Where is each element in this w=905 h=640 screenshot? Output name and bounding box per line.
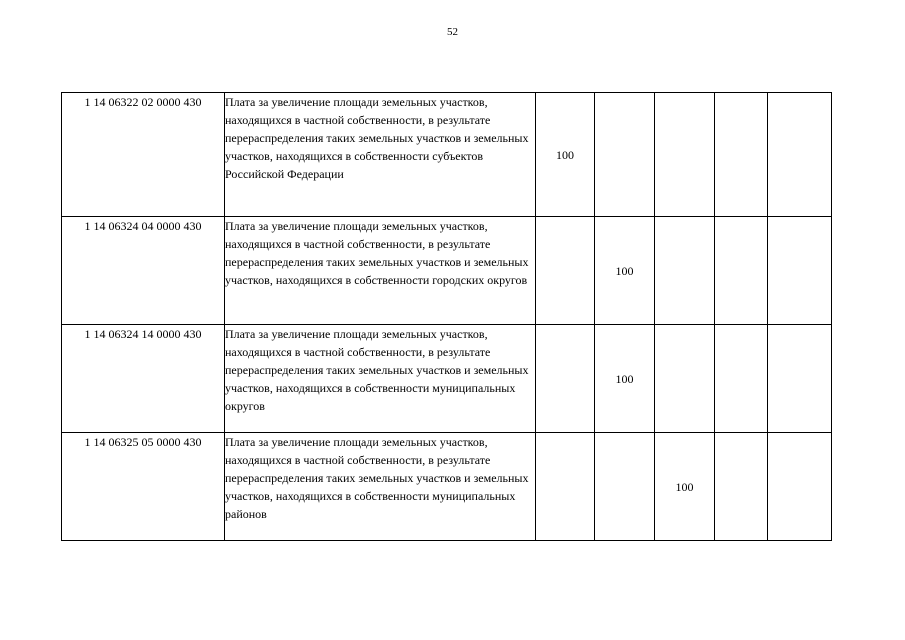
share-cell (536, 325, 595, 433)
table-row (62, 433, 832, 541)
share-cell (715, 325, 768, 433)
share-cell (536, 433, 595, 541)
share-cell: 100 (655, 433, 715, 541)
revenue-code: 1 14 06324 14 0000 430 (62, 325, 225, 433)
revenue-description: Плата за увеличение площади земельных участков, находящихся в частной собственности, в результате перераспределения таких земельных участков и земельных участков, находящихся в собственности субъектов Российской Федерации (225, 93, 536, 217)
share-cell (768, 325, 832, 433)
share-cell (595, 433, 655, 541)
table-row (62, 217, 832, 325)
share-cell: 100 (536, 93, 595, 217)
share-cell (536, 217, 595, 325)
revenue-description: Плата за увеличение площади земельных участков, находящихся в частной собственности, в результате перераспределения таких земельных участков и земельных участков, находящихся в собственности городских округов (225, 217, 536, 325)
share-cell (715, 217, 768, 325)
revenue-distribution-table (61, 92, 832, 541)
table-row (62, 93, 832, 217)
revenue-code: 1 14 06325 05 0000 430 (62, 433, 225, 541)
share-cell (768, 93, 832, 217)
share-cell (715, 93, 768, 217)
revenue-code: 1 14 06324 04 0000 430 (62, 217, 225, 325)
share-cell (768, 217, 832, 325)
table-row (62, 325, 832, 433)
revenue-description: Плата за увеличение площади земельных участков, находящихся в частной собственности, в результате перераспределения таких земельных участков и земельных участков, находящихся в собственности муниципальных районов (225, 433, 536, 541)
revenue-description: Плата за увеличение площади земельных участков, находящихся в частной собственности, в результате перераспределения таких земельных участков и земельных участков, находящихся в собственности муниципальных округов (225, 325, 536, 433)
page-number: 52 (447, 26, 458, 38)
share-cell: 100 (595, 325, 655, 433)
share-cell (655, 325, 715, 433)
share-cell (715, 433, 768, 541)
share-cell (655, 93, 715, 217)
share-cell (595, 93, 655, 217)
share-cell: 100 (595, 217, 655, 325)
share-cell (768, 433, 832, 541)
share-cell (655, 217, 715, 325)
revenue-code: 1 14 06322 02 0000 430 (62, 93, 225, 217)
